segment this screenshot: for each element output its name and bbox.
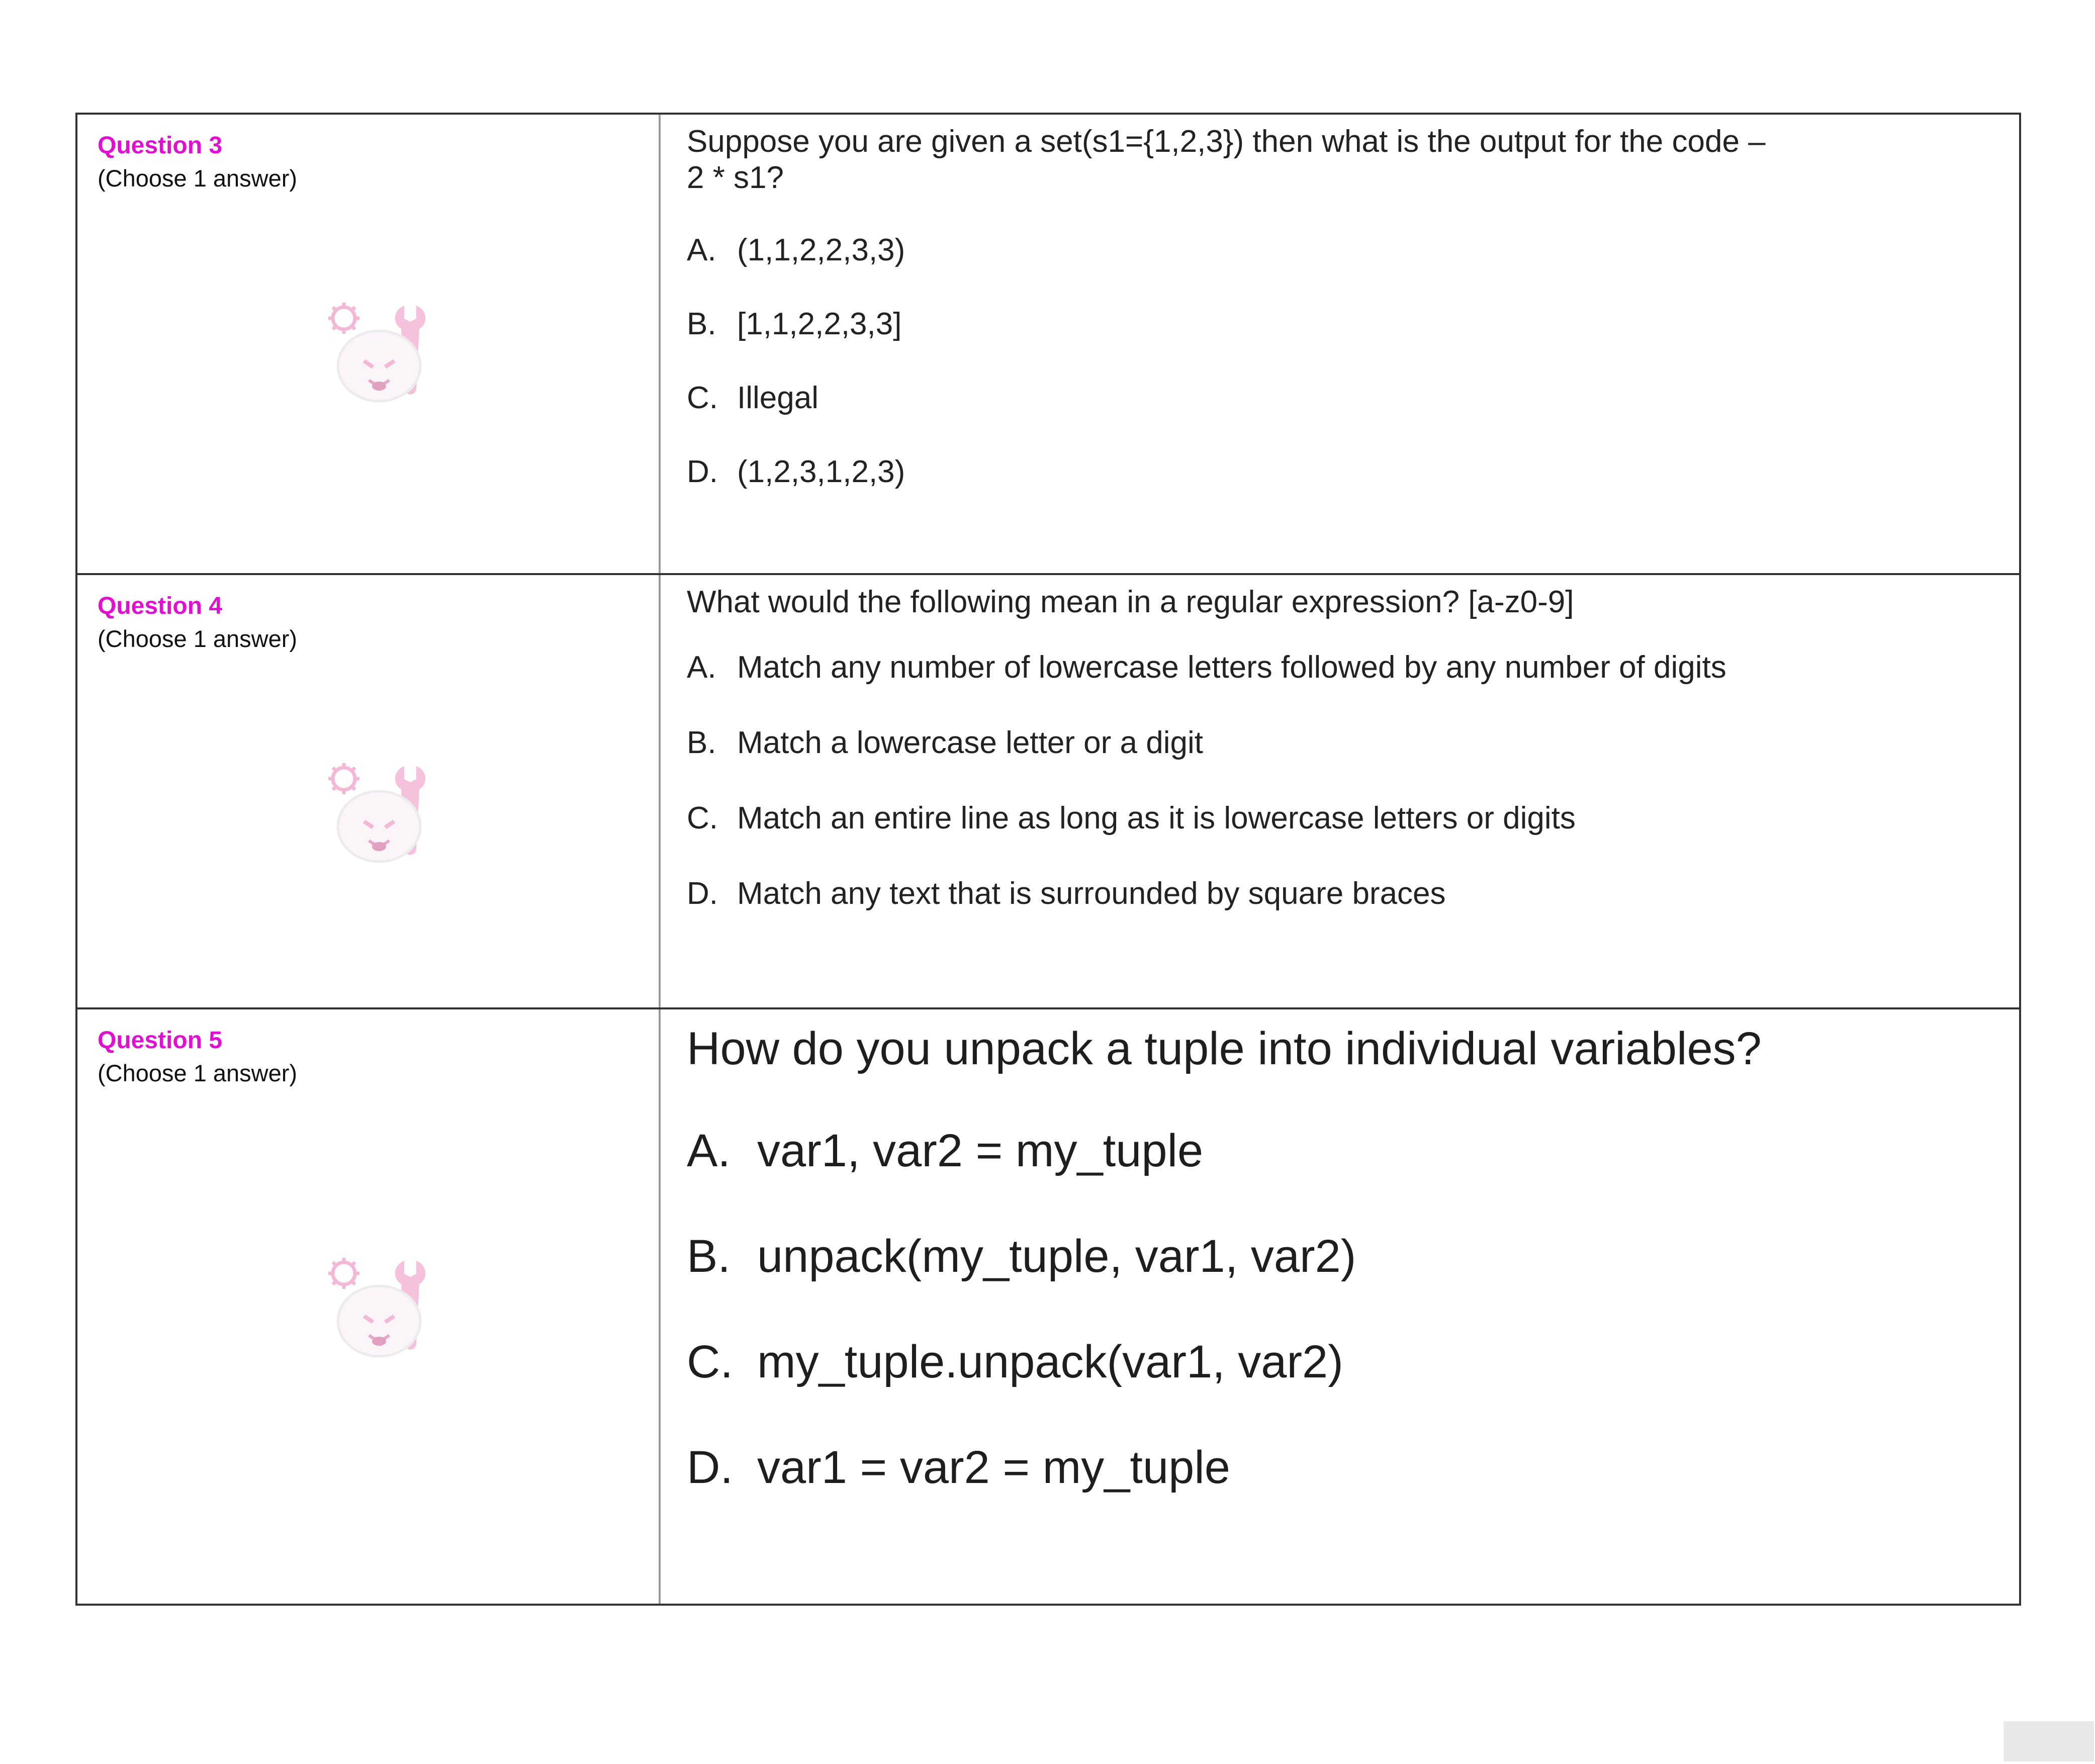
option-text: (1,1,2,2,3,3) [737, 233, 905, 267]
answer-instruction: (Choose 1 answer) [98, 1060, 298, 1086]
option-text: Match any number of lowercase letters followed by any number of digits [737, 650, 1726, 685]
option-letter: C. [687, 381, 718, 415]
question-row [77, 1009, 2019, 1604]
answer-option-d[interactable] [687, 876, 2019, 951]
option-letter: B. [687, 1231, 731, 1282]
option-text: Illegal [737, 381, 818, 415]
answer-option-a[interactable] [687, 232, 2019, 306]
answer-instruction: (Choose 1 answer) [98, 625, 298, 652]
answer-option-d[interactable] [687, 1440, 2019, 1545]
question-number: Question 4 [98, 593, 223, 619]
question-content-cell [661, 115, 2019, 573]
option-text: [1,1,2,2,3,3] [737, 307, 902, 341]
question-meta-cell [77, 115, 661, 573]
option-letter: D. [687, 454, 718, 489]
option-text: Match an entire line as long as it is lowercase letters or digits [737, 801, 1576, 835]
option-letter: D. [687, 876, 718, 911]
gear-wrench-bear-logo-icon [319, 1251, 439, 1361]
option-text: var1 = var2 = my_tuple [757, 1442, 1230, 1493]
option-text: Match any text that is surrounded by square braces [737, 876, 1446, 911]
answer-instruction: (Choose 1 answer) [98, 165, 298, 192]
option-letter: D. [687, 1442, 733, 1493]
question-row [77, 575, 2019, 1009]
gear-wrench-bear-logo-icon [319, 756, 439, 867]
question-content-cell [661, 1009, 2019, 1604]
option-letter: C. [687, 1336, 733, 1387]
answer-option-c[interactable] [687, 800, 2019, 876]
gear-wrench-bear-logo-icon [319, 296, 439, 406]
answer-option-b[interactable] [687, 725, 2019, 800]
option-letter: B. [687, 307, 716, 341]
answer-option-d[interactable] [687, 454, 2019, 528]
option-letter: A. [687, 233, 716, 267]
question-number: Question 5 [98, 1027, 223, 1054]
question-text: What would the following mean in a regular expression? [a-z0-9] [687, 585, 1574, 619]
answer-option-b[interactable] [687, 306, 2019, 380]
question-meta-cell [77, 575, 661, 1007]
option-text: Match a lowercase letter or a digit [737, 725, 1203, 760]
question-meta-cell [77, 1009, 661, 1604]
answer-option-b[interactable] [687, 1229, 2019, 1334]
answer-option-a[interactable] [687, 649, 2019, 725]
question-text: How do you unpack a tuple into individual variables? [687, 1023, 1762, 1074]
option-letter: B. [687, 725, 716, 760]
option-letter: A. [687, 650, 716, 685]
answer-option-c[interactable] [687, 1334, 2019, 1440]
question-row [77, 115, 2019, 575]
question-content-cell [661, 575, 2019, 1007]
option-text: unpack(my_tuple, var1, var2) [757, 1231, 1356, 1282]
option-text: my_tuple.unpack(var1, var2) [757, 1336, 1343, 1387]
option-letter: A. [687, 1125, 731, 1176]
option-letter: C. [687, 801, 718, 835]
quiz-table [75, 113, 2021, 1606]
option-text: (1,2,3,1,2,3) [737, 454, 905, 489]
question-number: Question 3 [98, 132, 223, 159]
question-text: Suppose you are given a set(s1={1,2,3}) then what is the output for the code – 2 * s1? [687, 124, 1766, 195]
answer-option-c[interactable] [687, 380, 2019, 454]
answer-option-a[interactable] [687, 1123, 2019, 1229]
option-text: var1, var2 = my_tuple [757, 1125, 1204, 1176]
corner-watermark-badge [2003, 1721, 2094, 1761]
